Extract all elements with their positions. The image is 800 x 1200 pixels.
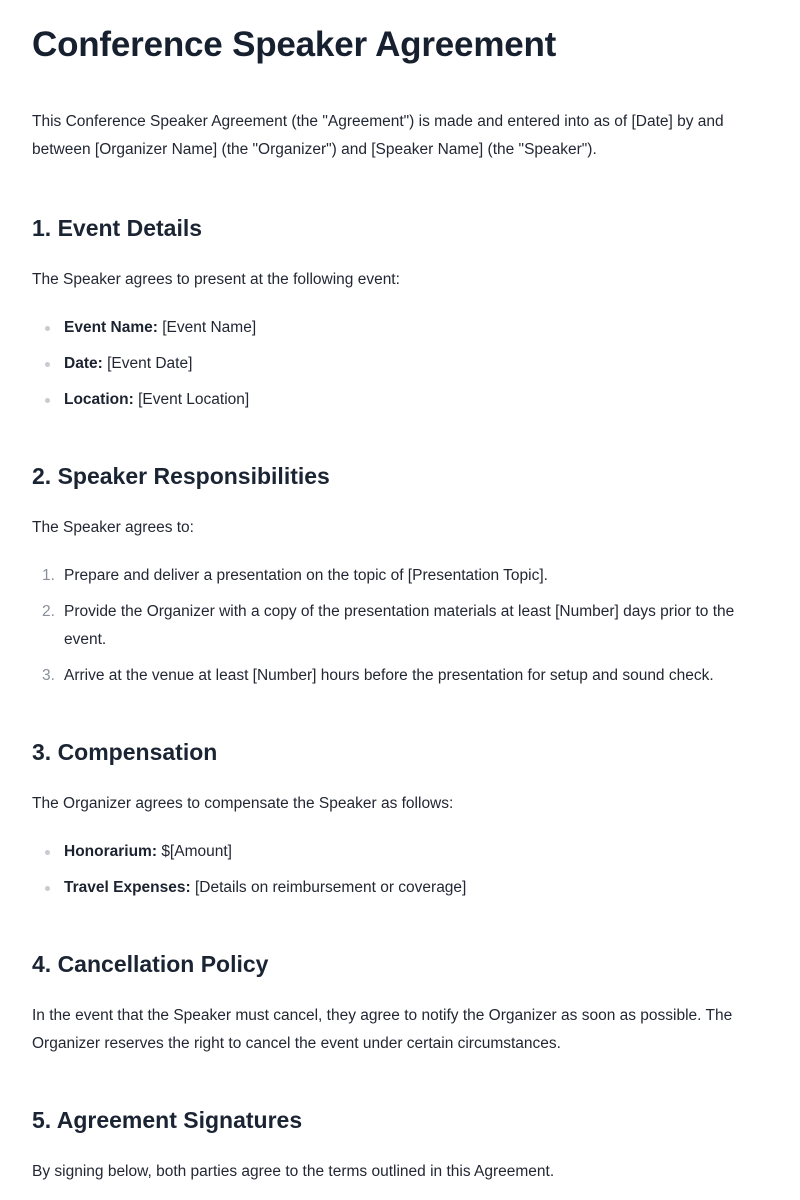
- bullet-icon: [45, 886, 50, 891]
- section-body: In the event that the Speaker must cancel, they agree to notify the Organizer as soon as possible. The Organizer reserves the right to cancel the event under certain circumstances.: [32, 1007, 733, 1052]
- item-value: [Event Location]: [138, 391, 250, 408]
- item-term: Travel Expenses:: [64, 879, 191, 896]
- item-value: [Event Name]: [162, 319, 257, 336]
- responsibilities-list: [32, 562, 768, 690]
- intro-paragraph: This Conference Speaker Agreement (the "Agreement") is made and entered into as of [Date] by and between [Organizer Name] (the "Organizer") and [Speaker Name] (the "Speaker").: [32, 113, 724, 158]
- section-lead: The Organizer agrees to compensate the Speaker as follows:: [32, 795, 454, 812]
- event-details-list: [32, 314, 768, 414]
- list-item: [32, 314, 768, 342]
- item-value: [Details on reimbursement or coverage]: [194, 879, 467, 896]
- item-term: Event Name:: [64, 319, 158, 336]
- list-item: [32, 562, 768, 590]
- item-term: Date:: [64, 355, 103, 372]
- document-title: Conference Speaker Agreement: [32, 25, 557, 64]
- section-heading: 3. Compensation: [32, 739, 218, 765]
- section-cancellation-policy: [32, 948, 768, 1058]
- item-text: Prepare and deliver a presentation on the topic of [Presentation Topic].: [64, 567, 548, 584]
- item-value: [Event Date]: [107, 355, 193, 372]
- item-number: 1.: [42, 567, 55, 584]
- list-item: [32, 350, 768, 378]
- section-heading: 1. Event Details: [32, 215, 203, 241]
- list-item: [32, 386, 768, 414]
- bullet-icon: [45, 362, 50, 367]
- section-speaker-responsibilities: [32, 460, 768, 690]
- section-event-details: [32, 212, 768, 414]
- item-term: Location:: [64, 391, 134, 408]
- list-item: [32, 598, 768, 654]
- compensation-list: [32, 838, 768, 902]
- section-agreement-signatures: [32, 1104, 768, 1186]
- item-text: Provide the Organizer with a copy of the presentation materials at least [Number] days prior to the event.: [64, 603, 735, 648]
- section-lead: The Speaker agrees to:: [32, 519, 194, 536]
- list-item: [32, 662, 768, 690]
- list-item: [32, 874, 768, 902]
- section-body: By signing below, both parties agree to the terms outlined in this Agreement.: [32, 1163, 555, 1180]
- item-term: Honorarium:: [64, 843, 157, 860]
- bullet-icon: [45, 398, 50, 403]
- section-heading: 2. Speaker Responsibilities: [32, 463, 330, 489]
- section-heading: 4. Cancellation Policy: [32, 951, 269, 977]
- section-heading: 5. Agreement Signatures: [32, 1107, 303, 1133]
- item-number: 3.: [42, 667, 55, 684]
- bullet-icon: [45, 850, 50, 855]
- bullet-icon: [45, 326, 50, 331]
- section-lead: The Speaker agrees to present at the following event:: [32, 271, 400, 288]
- item-number: 2.: [42, 603, 55, 620]
- item-value: $[Amount]: [161, 843, 232, 860]
- item-text: Arrive at the venue at least [Number] hours before the presentation for setup and sound check.: [64, 667, 714, 684]
- list-item: [32, 838, 768, 866]
- section-compensation: [32, 736, 768, 902]
